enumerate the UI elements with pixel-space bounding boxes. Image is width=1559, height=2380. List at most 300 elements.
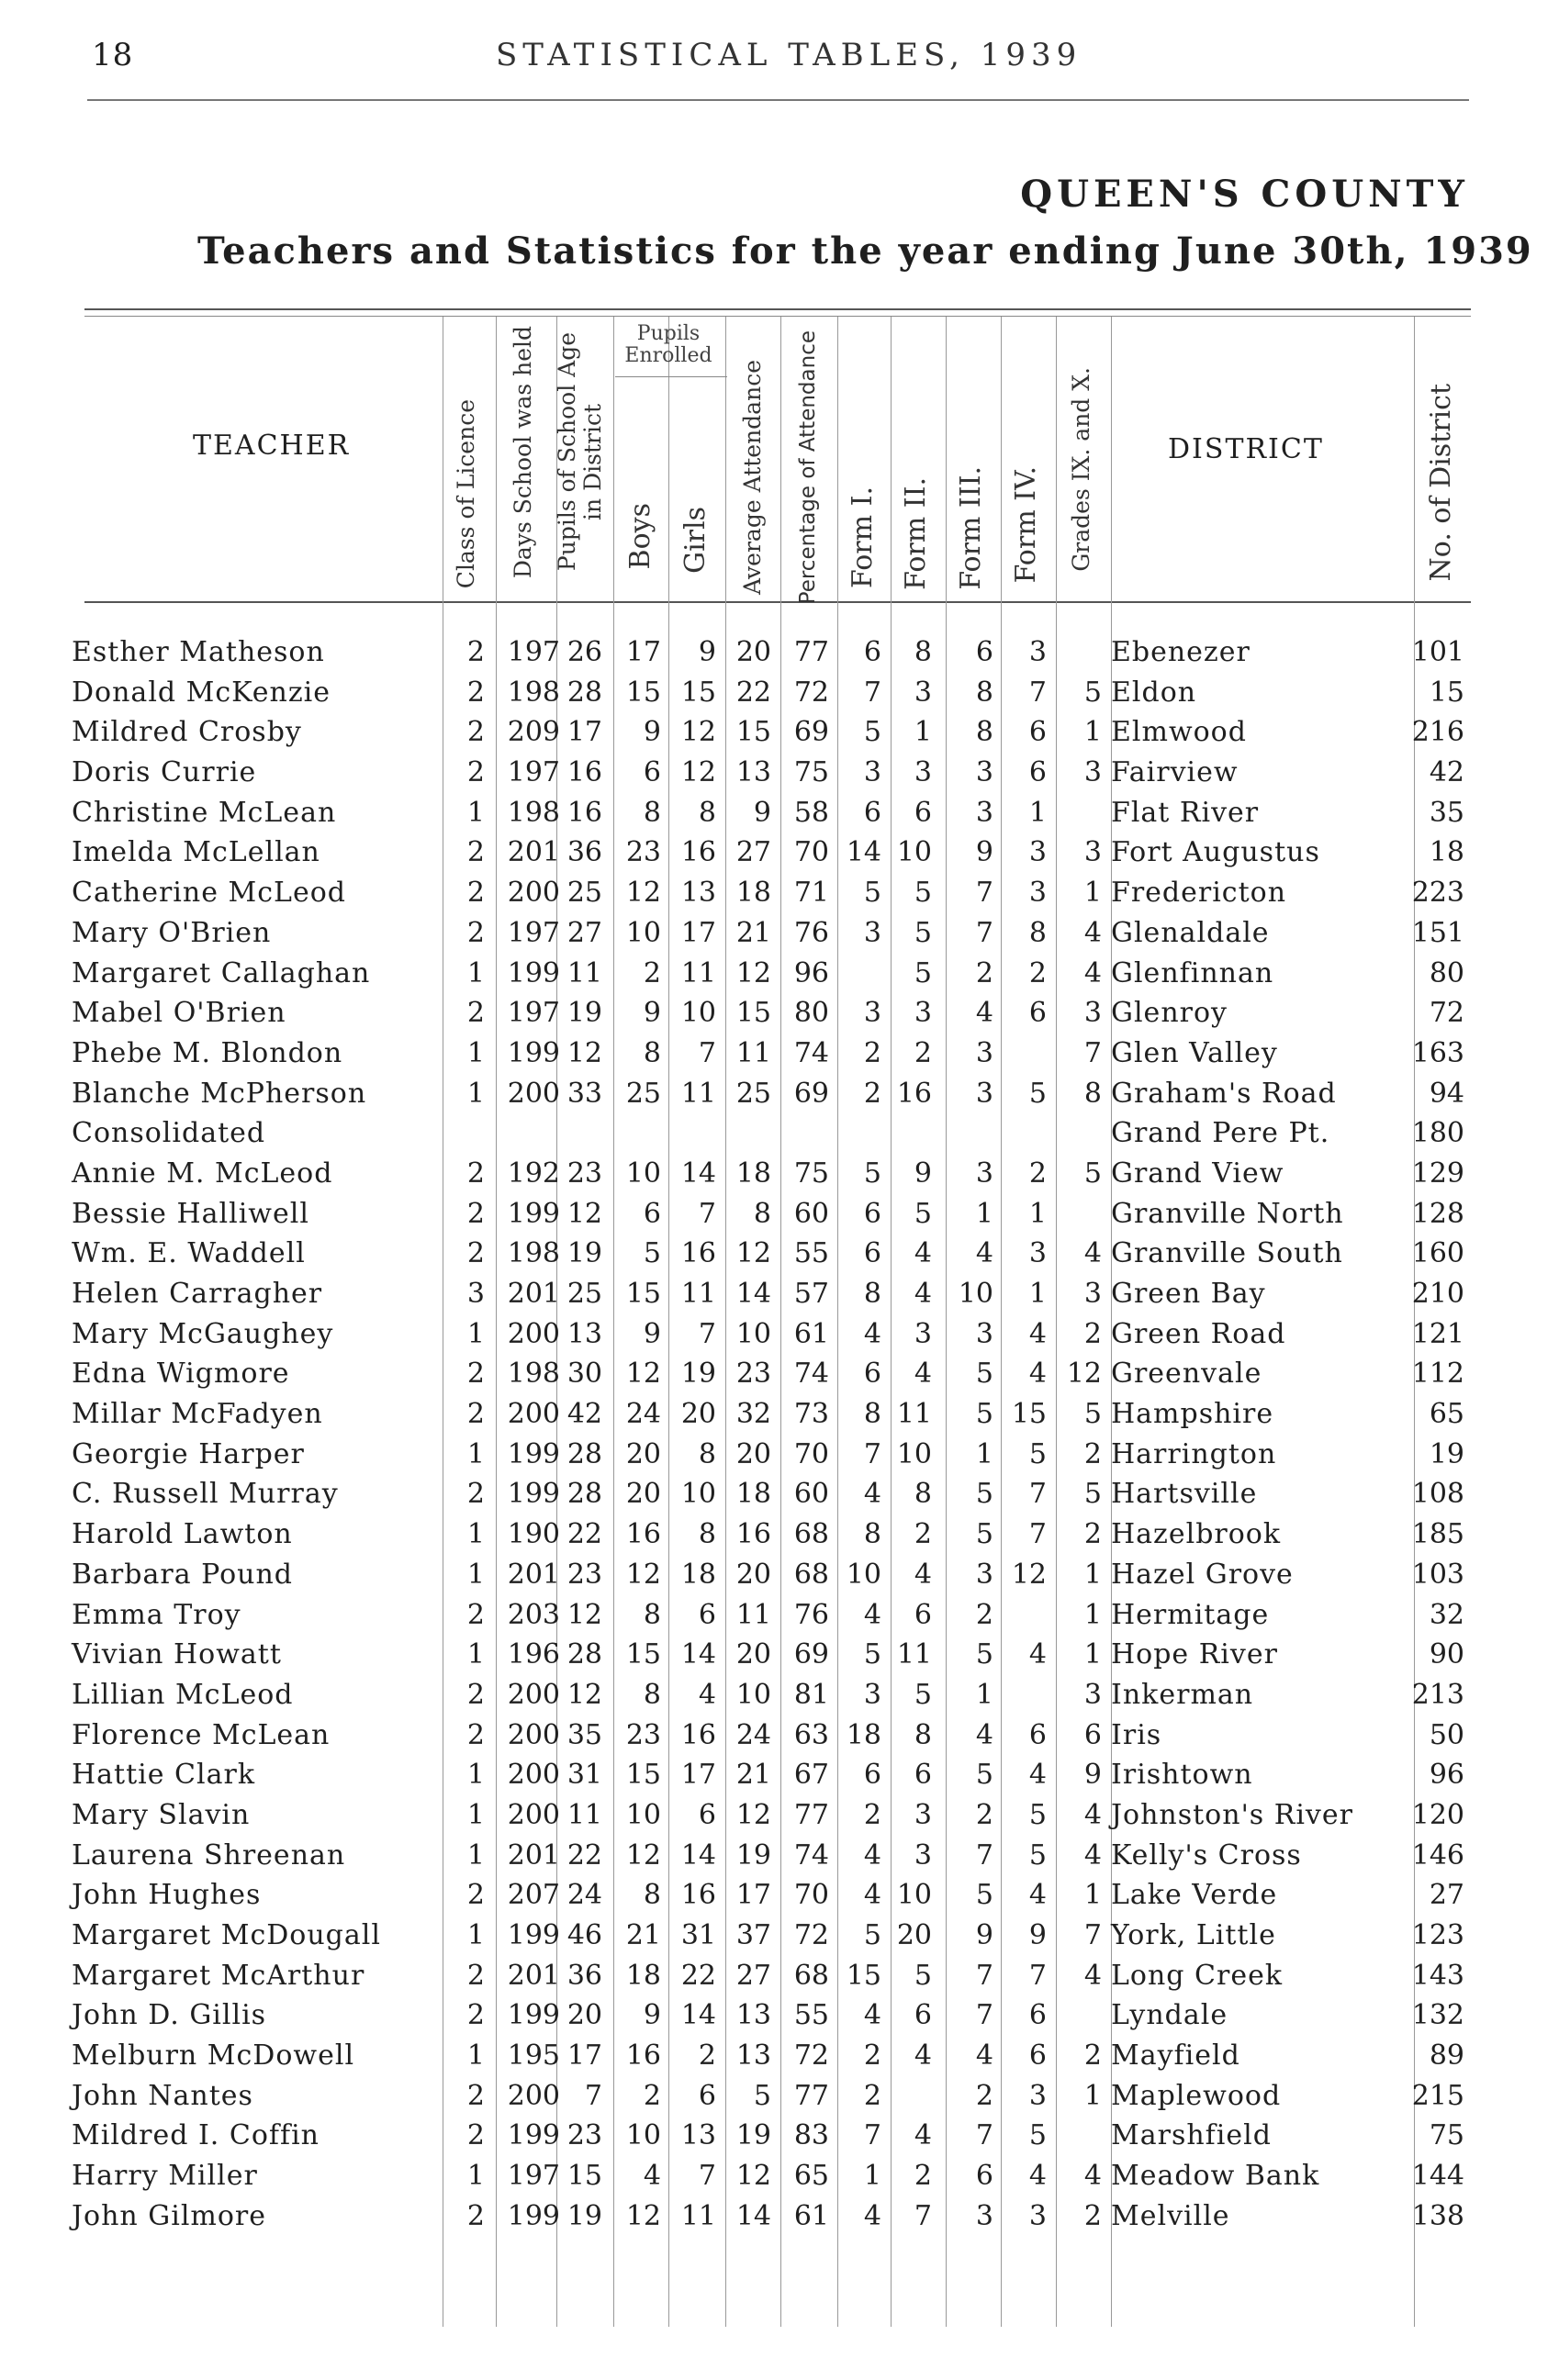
pupils-school-age-cell: 46 [566, 1919, 602, 1951]
district-name-cell: Elmwood [1111, 716, 1247, 749]
boys-cell: 4 [643, 2160, 661, 2193]
percentage-attendance-cell: 77 [793, 636, 829, 668]
form-3-cell: 2 [975, 956, 993, 989]
teacher-name-cell: Melburn McDowell [72, 2039, 355, 2073]
form-3-cell: 5 [975, 1478, 993, 1511]
girls-cell: 14 [680, 1638, 716, 1671]
table-row [0, 1478, 1559, 1518]
form-1-cell: 6 [863, 1197, 881, 1230]
district-number-cell: 65 [1429, 1398, 1464, 1431]
district-column-header: DISTRICT [1168, 433, 1324, 465]
running-title: STATISTICAL TABLES, 1939 [496, 37, 1082, 73]
average-attendance-header: Average Attendance [739, 360, 766, 595]
average-attendance-cell: 16 [735, 1518, 771, 1551]
form-4-cell: 7 [1028, 1478, 1047, 1511]
form-4-cell: 2 [1028, 1156, 1047, 1190]
class-of-licence-header: Class of Licence [453, 399, 479, 589]
days-held-cell: 200 [507, 2079, 560, 2112]
form-2-cell: 7 [914, 2199, 932, 2232]
district-name-cell: Glenfinnan [1111, 956, 1274, 989]
boys-cell: 15 [625, 1278, 661, 1310]
form-3-cell: 9 [975, 1919, 993, 1951]
table-row [0, 1839, 1559, 1880]
form-2-cell: 4 [914, 1278, 932, 1310]
percentage-attendance-cell: 76 [793, 1598, 829, 1631]
average-attendance-cell: 11 [735, 1598, 771, 1631]
form-4-cell: 6 [1028, 2039, 1047, 2073]
percentage-attendance-cell: 81 [793, 1678, 829, 1711]
district-name-cell: York, Little [1111, 1919, 1276, 1951]
boys-cell: 9 [643, 1317, 661, 1350]
grades-ix-x-cell: 1 [1083, 1558, 1102, 1591]
class-of-licence-cell: 1 [466, 1798, 485, 1831]
form-2-cell: 5 [914, 877, 932, 910]
average-attendance-cell: 20 [735, 636, 771, 668]
pupils-school-age-header: Pupils of School Age [554, 332, 580, 572]
form-2-cell: 2 [914, 1518, 932, 1551]
form-2-cell: 10 [896, 1437, 932, 1470]
boys-cell: 8 [643, 796, 661, 829]
form-2-cell: 6 [914, 1759, 932, 1792]
form-2-cell: 3 [914, 1838, 932, 1872]
pupils-school-age-cell: 17 [566, 2039, 602, 2073]
form-4-cell: 8 [1028, 916, 1047, 949]
days-held-cell: 200 [507, 1798, 560, 1831]
girls-cell: 7 [698, 1036, 716, 1069]
percentage-attendance-cell: 68 [793, 1959, 829, 1992]
pupils-school-age-cell: 19 [566, 2199, 602, 2232]
average-attendance-cell: 12 [735, 956, 771, 989]
form-3-cell: 2 [975, 1598, 993, 1631]
table-row [0, 1960, 1559, 2000]
form-2-cell: 3 [914, 1317, 932, 1350]
days-held-cell: 201 [507, 1278, 560, 1310]
pupils-school-age-cell: 27 [566, 916, 602, 949]
district-name-cell: Green Bay [1111, 1278, 1266, 1310]
pupils-school-age-cell: 20 [566, 1999, 602, 2032]
days-held-cell: 197 [507, 2160, 560, 2193]
header-rule [87, 99, 1469, 101]
girls-cell: 10 [680, 1478, 716, 1511]
district-number-cell: 180 [1411, 1117, 1464, 1150]
district-name-cell: Hazelbrook [1111, 1518, 1282, 1551]
days-held-cell: 190 [507, 1518, 560, 1551]
district-name-cell: Hope River [1111, 1638, 1278, 1671]
class-of-licence-cell: 2 [466, 916, 485, 949]
grades-ix-x-cell: 5 [1083, 1478, 1102, 1511]
table-row [0, 2039, 1559, 2080]
boys-cell: 23 [625, 1718, 661, 1751]
girls-cell: 7 [698, 1197, 716, 1230]
class-of-licence-cell: 2 [466, 2079, 485, 2112]
percentage-attendance-cell: 63 [793, 1718, 829, 1751]
grades-ix-x-cell: 3 [1083, 1678, 1102, 1711]
form-4-cell: 5 [1028, 2119, 1047, 2152]
teacher-name-cell: John Gilmore [72, 2199, 267, 2232]
class-of-licence-cell: 2 [466, 1999, 485, 2032]
days-held-cell: 197 [507, 916, 560, 949]
class-of-licence-cell: 1 [466, 1317, 485, 1350]
girls-cell: 10 [680, 997, 716, 1030]
form-4-cell: 12 [1011, 1558, 1047, 1591]
grades-ix-x-cell: 2 [1083, 1437, 1102, 1470]
girls-cell: 16 [680, 836, 716, 869]
teacher-name-cell: Catherine McLeod [72, 877, 346, 910]
class-of-licence-cell: 1 [466, 1838, 485, 1872]
form-3-cell: 3 [975, 756, 993, 789]
girls-cell: 9 [698, 636, 716, 668]
district-name-cell: Glenroy [1111, 997, 1228, 1030]
pupils-school-age-cell: 25 [566, 877, 602, 910]
girls-cell: 12 [680, 756, 716, 789]
district-name-cell: Flat River [1111, 796, 1260, 829]
class-of-licence-cell: 3 [466, 1278, 485, 1310]
average-attendance-cell: 37 [735, 1919, 771, 1951]
percentage-attendance-cell: 68 [793, 1518, 829, 1551]
form-3-cell: 3 [975, 2199, 993, 2232]
form-2-cell: 4 [914, 2039, 932, 2073]
district-number-cell: 15 [1429, 676, 1464, 709]
grades-ix-x-cell: 7 [1083, 1036, 1102, 1069]
girls-cell: 6 [698, 1598, 716, 1631]
form-2-cell: 8 [914, 1718, 932, 1751]
table-row [0, 1638, 1559, 1679]
class-of-licence-cell: 2 [466, 756, 485, 789]
form-2-cell: 3 [914, 997, 932, 1030]
form-3-cell: 9 [975, 836, 993, 869]
class-of-licence-cell: 2 [466, 836, 485, 869]
district-number-cell: 151 [1411, 916, 1464, 949]
average-attendance-cell: 27 [735, 836, 771, 869]
form-1-cell: 5 [863, 1638, 881, 1671]
average-attendance-cell: 18 [735, 1156, 771, 1190]
girls-cell: 18 [680, 1558, 716, 1591]
form-1-cell: 4 [863, 1838, 881, 1872]
days-held-cell: 200 [507, 1678, 560, 1711]
form-2-cell: 5 [914, 956, 932, 989]
district-number-cell: 120 [1411, 1798, 1464, 1831]
form-4-cell: 7 [1028, 676, 1047, 709]
form-1-cell: 4 [863, 1999, 881, 2032]
days-held-cell: 198 [507, 796, 560, 829]
percentage-attendance-cell: 74 [793, 1036, 829, 1069]
table-row [0, 716, 1559, 756]
girls-cell: 14 [680, 1999, 716, 2032]
grades-ix-x-cell: 5 [1083, 676, 1102, 709]
district-number-cell: 132 [1411, 1999, 1464, 2032]
district-number-cell: 144 [1411, 2160, 1464, 2193]
girls-cell: 4 [698, 1678, 716, 1711]
form-4-cell: 3 [1028, 836, 1047, 869]
form-1-cell: 18 [846, 1718, 881, 1751]
district-number-cell: 129 [1411, 1156, 1464, 1190]
grades-ix-x-cell: 4 [1083, 2160, 1102, 2193]
district-number-cell: 210 [1411, 1278, 1464, 1310]
days-held-cell: 199 [507, 2119, 560, 2152]
grades-ix-x-cell: 3 [1083, 756, 1102, 789]
pupils-school-age-cell: 28 [566, 676, 602, 709]
pupils-school-age-cell: 12 [566, 1598, 602, 1631]
form-3-cell: 4 [975, 997, 993, 1030]
table-body [0, 636, 1559, 2240]
form-2-cell: 6 [914, 1999, 932, 2032]
form-4-cell: 4 [1028, 1879, 1047, 1912]
girls-cell: 16 [680, 1237, 716, 1270]
teacher-name-cell: Edna Wigmore [72, 1358, 290, 1391]
boys-cell: 2 [643, 2079, 661, 2112]
table-row [0, 1799, 1559, 1839]
teacher-name-cell: Wm. E. Waddell [72, 1237, 306, 1270]
district-number-cell: 163 [1411, 1036, 1464, 1069]
form-3-cell: 1 [975, 1678, 993, 1711]
table-row [0, 636, 1559, 676]
form-2-cell: 3 [914, 1798, 932, 1831]
form-3-cell: 3 [975, 1036, 993, 1069]
girls-cell: 17 [680, 916, 716, 949]
average-attendance-cell: 25 [735, 1077, 771, 1110]
pupils-school-age-cell: 35 [566, 1718, 602, 1751]
boys-cell: 6 [643, 756, 661, 789]
table-row [0, 1999, 1559, 2039]
days-held-cell: 200 [507, 877, 560, 910]
boys-cell: 9 [643, 1999, 661, 2032]
class-of-licence-cell: 1 [466, 1036, 485, 1069]
form-1-cell: 8 [863, 1518, 881, 1551]
boys-cell: 23 [625, 836, 661, 869]
grades-ix-x-cell: 5 [1083, 1156, 1102, 1190]
form-3-cell: 2 [975, 2079, 993, 2112]
pupils-school-age-cell: 33 [566, 1077, 602, 1110]
days-held-cell: 207 [507, 1879, 560, 1912]
days-held-cell: 201 [507, 1558, 560, 1591]
district-name-cell: Grand View [1111, 1156, 1284, 1190]
grades-ix-x-cell: 4 [1083, 1237, 1102, 1270]
class-of-licence-cell: 2 [466, 676, 485, 709]
average-attendance-cell: 12 [735, 2160, 771, 2193]
boys-cell: 9 [643, 997, 661, 1030]
grades-ix-x-cell: 4 [1083, 1838, 1102, 1872]
girls-cell: 16 [680, 1718, 716, 1751]
average-attendance-cell: 9 [753, 796, 771, 829]
days-held-cell: 201 [507, 1838, 560, 1872]
teacher-name-cell: Lillian McLeod [72, 1678, 294, 1711]
form-4-cell: 6 [1028, 1718, 1047, 1751]
form-1-cell: 7 [863, 2119, 881, 2152]
form-3-cell: 3 [975, 1156, 993, 1190]
average-attendance-cell: 32 [735, 1398, 771, 1431]
form-4-header: Form IV. [1010, 466, 1042, 584]
days-held-cell: 201 [507, 836, 560, 869]
days-held-cell: 200 [507, 1077, 560, 1110]
days-held-cell: 199 [507, 956, 560, 989]
class-of-licence-cell: 2 [466, 636, 485, 668]
boys-cell: 12 [625, 1358, 661, 1391]
percentage-attendance-cell: 61 [793, 2199, 829, 2232]
average-attendance-cell: 23 [735, 1358, 771, 1391]
pupils-school-age-header-line2: in District [579, 404, 606, 520]
boys-cell: 5 [643, 1237, 661, 1270]
table-row [0, 1759, 1559, 1799]
girls-cell: 7 [698, 1317, 716, 1350]
boys-cell: 15 [625, 1759, 661, 1792]
percentage-attendance-cell: 60 [793, 1197, 829, 1230]
average-attendance-cell: 18 [735, 1478, 771, 1511]
table-row [0, 2200, 1559, 2240]
form-4-cell: 3 [1028, 2079, 1047, 2112]
table-row [0, 2080, 1559, 2120]
teacher-name-cell: Margaret McDougall [72, 1919, 381, 1951]
boys-cell: 8 [643, 1678, 661, 1711]
teacher-name-cell: Christine McLean [72, 796, 337, 829]
table-row [0, 1278, 1559, 1318]
average-attendance-cell: 13 [735, 2039, 771, 2073]
percentage-attendance-cell: 70 [793, 836, 829, 869]
table-row [0, 1599, 1559, 1639]
pupils-school-age-cell: 26 [566, 636, 602, 668]
form-2-cell: 3 [914, 756, 932, 789]
form-3-cell: 4 [975, 1237, 993, 1270]
teacher-name-cell: C. Russell Murray [72, 1478, 339, 1511]
days-held-cell: 200 [507, 1317, 560, 1350]
percentage-attendance-cell: 57 [793, 1278, 829, 1310]
form-4-cell: 1 [1028, 1197, 1047, 1230]
form-1-cell: 5 [863, 716, 881, 749]
pupils-school-age-cell: 11 [566, 956, 602, 989]
table-row [0, 1318, 1559, 1358]
teacher-name-cell: Doris Currie [72, 756, 257, 789]
teacher-name-cell: Helen Carragher [72, 1278, 323, 1310]
average-attendance-cell: 10 [735, 1678, 771, 1711]
teacher-name-cell: Mary McGaughey [72, 1317, 334, 1350]
grades-ix-x-cell: 4 [1083, 916, 1102, 949]
form-2-cell: 11 [896, 1398, 932, 1431]
grades-ix-x-cell: 3 [1083, 997, 1102, 1030]
percentage-attendance-cell: 69 [793, 716, 829, 749]
days-held-cell: 195 [507, 2039, 560, 2073]
district-name-cell: Inkerman [1111, 1678, 1254, 1711]
class-of-licence-cell: 2 [466, 877, 485, 910]
form-3-cell: 5 [975, 1518, 993, 1551]
form-1-cell: 4 [863, 1879, 881, 1912]
boys-cell: 15 [625, 676, 661, 709]
days-held-cell: 197 [507, 636, 560, 668]
form-4-cell: 4 [1028, 2160, 1047, 2193]
table-row [0, 1438, 1559, 1479]
average-attendance-cell: 24 [735, 1718, 771, 1751]
form-3-cell: 5 [975, 1398, 993, 1431]
pupils-school-age-cell: 42 [566, 1398, 602, 1431]
pupils-school-age-cell: 16 [566, 796, 602, 829]
girls-cell: 15 [680, 676, 716, 709]
teacher-name-cell: Bessie Halliwell [72, 1197, 309, 1230]
district-number-cell: 216 [1411, 716, 1464, 749]
days-held-cell: 197 [507, 756, 560, 789]
district-name-cell: Melville [1111, 2199, 1230, 2232]
teacher-name-cell: Harry Miller [72, 2160, 258, 2193]
teacher-name-cell: Annie M. McLeod [72, 1156, 333, 1190]
percentage-attendance-cell: 75 [793, 1156, 829, 1190]
boys-cell: 8 [643, 1036, 661, 1069]
district-number-cell: 108 [1411, 1478, 1464, 1511]
district-number-cell: 128 [1411, 1197, 1464, 1230]
class-of-licence-cell: 2 [466, 1237, 485, 1270]
district-number-cell: 94 [1429, 1077, 1464, 1110]
days-held-cell: 203 [507, 1598, 560, 1631]
percentage-attendance-header: Percentage of Attendance [796, 330, 820, 605]
table-row [0, 1037, 1559, 1078]
percentage-attendance-cell: 68 [793, 1558, 829, 1591]
table-row [0, 836, 1559, 877]
percentage-attendance-cell: 60 [793, 1478, 829, 1511]
teacher-name-cell: Blanche McPherson [72, 1077, 367, 1110]
form-1-cell: 6 [863, 1237, 881, 1270]
girls-cell: 11 [680, 956, 716, 989]
district-name-cell: Eldon [1111, 676, 1197, 709]
class-of-licence-cell: 2 [466, 1156, 485, 1190]
boys-cell: 16 [625, 2039, 661, 2073]
boys-cell: 6 [643, 1197, 661, 1230]
class-of-licence-cell: 2 [466, 1718, 485, 1751]
boys-cell: 12 [625, 877, 661, 910]
grades-ix-x-cell: 3 [1083, 1278, 1102, 1310]
pupils-school-age-cell: 23 [566, 1558, 602, 1591]
boys-cell: 10 [625, 916, 661, 949]
no-of-district-header: No. of District [1425, 384, 1457, 582]
average-attendance-cell: 20 [735, 1558, 771, 1591]
district-name-cell: Kelly's Cross [1111, 1838, 1302, 1872]
average-attendance-cell: 27 [735, 1959, 771, 1992]
form-1-cell: 4 [863, 2199, 881, 2232]
percentage-attendance-cell: 77 [793, 1798, 829, 1831]
percentage-attendance-cell: 74 [793, 1838, 829, 1872]
days-held-cell: 199 [507, 1478, 560, 1511]
table-top-rule [84, 308, 1471, 310]
average-attendance-cell: 14 [735, 2199, 771, 2232]
pupils-school-age-cell: 23 [566, 1156, 602, 1190]
district-name-cell: Fort Augustus [1111, 836, 1320, 869]
form-3-cell: 6 [975, 2160, 993, 2193]
boys-cell: 10 [625, 2119, 661, 2152]
girls-cell: 13 [680, 2119, 716, 2152]
grades-ix-x-cell: 1 [1083, 2079, 1102, 2112]
form-3-cell: 5 [975, 1358, 993, 1391]
district-name-cell: Grand Pere Pt. [1111, 1117, 1330, 1150]
pupils-school-age-cell: 28 [566, 1437, 602, 1470]
form-2-cell: 4 [914, 1358, 932, 1391]
district-number-cell: 80 [1429, 956, 1464, 989]
boys-cell: 20 [625, 1478, 661, 1511]
district-name-cell: Long Creek [1111, 1959, 1284, 1992]
boys-header: Boys [624, 503, 656, 570]
teacher-name-cell: Vivian Howatt [72, 1638, 282, 1671]
form-3-cell: 7 [975, 1959, 993, 1992]
pupils-school-age-cell: 25 [566, 1278, 602, 1310]
girls-cell: 14 [680, 1838, 716, 1872]
district-name-cell: Graham's Road [1111, 1077, 1337, 1110]
boys-cell: 25 [625, 1077, 661, 1110]
girls-cell: 13 [680, 877, 716, 910]
boys-cell: 18 [625, 1959, 661, 1992]
form-1-cell: 6 [863, 796, 881, 829]
district-name-cell: Mayfield [1111, 2039, 1240, 2073]
percentage-attendance-cell: 70 [793, 1437, 829, 1470]
grades-ix-x-cell: 9 [1083, 1759, 1102, 1792]
pupils-school-age-cell: 36 [566, 1959, 602, 1992]
district-name-cell: Fairview [1111, 756, 1239, 789]
class-of-licence-cell: 2 [466, 2199, 485, 2232]
district-number-cell: 42 [1429, 756, 1464, 789]
form-4-cell: 1 [1028, 796, 1047, 829]
